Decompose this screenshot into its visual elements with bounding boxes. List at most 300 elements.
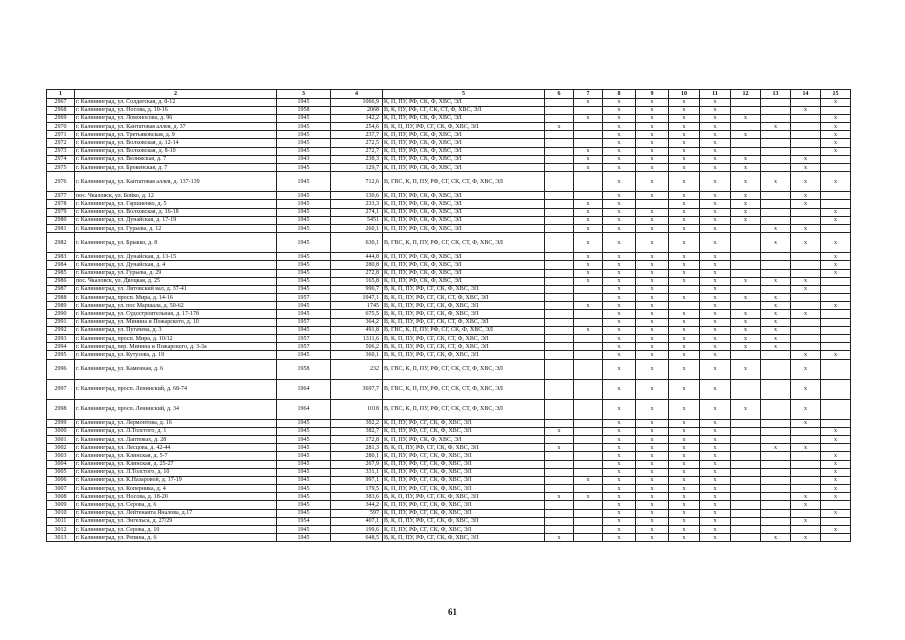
row-number: 3005 (47, 468, 75, 476)
mark-cell: х (669, 534, 700, 542)
mark-cell: х (636, 253, 669, 261)
mark-cell: х (821, 123, 851, 131)
year-cell: 1945 (277, 131, 331, 139)
mark-cell (821, 343, 851, 351)
mark-cell: х (791, 359, 821, 379)
mark-cell (731, 123, 761, 131)
mark-cell: х (545, 427, 574, 435)
mark-cell (761, 526, 791, 534)
table-row (47, 224, 851, 232)
mark-cell: х (603, 164, 636, 172)
systems-cell: В, ГВС, К, П, ПУ, РФ, СГ, СК, Ф, ХВС, ЭЛ (383, 326, 545, 334)
mark-cell: х (636, 192, 669, 200)
mark-cell: х (821, 351, 851, 359)
mark-cell: х (731, 294, 761, 302)
table-row (47, 164, 851, 172)
mark-cell: х (821, 427, 851, 435)
mark-cell: х (636, 460, 669, 468)
mark-cell: х (731, 200, 761, 208)
mark-cell: х (574, 277, 603, 285)
mark-cell: х (636, 172, 669, 192)
mark-cell (791, 326, 821, 334)
mark-cell: х (603, 493, 636, 501)
mark-cell: х (636, 277, 669, 285)
year-cell: 1945 (277, 224, 331, 232)
address-cell: г. Калининград, ул. Волховская, д. 12-14 (75, 139, 277, 147)
mark-cell: х (791, 164, 821, 172)
year-cell: 1945 (277, 460, 331, 468)
mark-cell: х (731, 208, 761, 216)
mark-cell: х (731, 277, 761, 285)
mark-cell: х (761, 233, 791, 253)
row-number: 2980 (47, 216, 75, 224)
mark-cell: х (636, 310, 669, 318)
column-header: 15 (821, 90, 851, 99)
table-row (47, 147, 851, 155)
mark-cell: х (545, 444, 574, 452)
mark-cell: х (821, 233, 851, 253)
mark-cell: х (731, 399, 761, 419)
mark-cell: х (603, 294, 636, 302)
address-cell: г. Калининград, ул. Волховская, д. 8-10 (75, 147, 277, 155)
mark-cell: х (791, 106, 821, 114)
mark-cell (574, 192, 603, 200)
systems-cell: К, П, ПУ, РФ, СК, Ф, ХВС, ЭЛ (383, 155, 545, 163)
mark-cell (545, 294, 574, 302)
address-cell: г. Калининград, просп. Ленинский, д. 34 (75, 399, 277, 419)
row-number: 2970 (47, 123, 75, 131)
mark-cell: х (700, 114, 731, 122)
table-row (47, 285, 851, 293)
mark-cell: х (636, 106, 669, 114)
year-cell: 1945 (277, 509, 331, 517)
mark-cell: х (761, 318, 791, 326)
table-row (47, 233, 851, 253)
mark-cell (761, 351, 791, 359)
systems-cell: В, ГВС, К, П, ПУ, РФ, СГ, СК, СТ, Ф, ХВС, ЭЛ (383, 399, 545, 419)
mark-cell (545, 106, 574, 114)
year-cell: 1957 (277, 318, 331, 326)
mark-cell: х (791, 351, 821, 359)
mark-cell: х (731, 172, 761, 192)
mark-cell (791, 216, 821, 224)
address-cell: г. Калининград, ул. Брокенская, д. 7 (75, 164, 277, 172)
address-cell: пос. Чкаловск, ул. Бойко, д. 12 (75, 192, 277, 200)
year-cell: 1945 (277, 200, 331, 208)
address-cell: г. Калининград, просп. Мира, д. 14-16 (75, 294, 277, 302)
year-cell: 1954 (277, 517, 331, 525)
systems-cell: В, К, П, ПУ, РФ, СГ, СК, СТ, Ф, ХВС, ЭЛ (383, 318, 545, 326)
mark-cell: х (669, 224, 700, 232)
mark-cell (821, 379, 851, 399)
mark-cell: х (700, 164, 731, 172)
mark-cell (821, 419, 851, 427)
year-cell: 1945 (277, 452, 331, 460)
mark-cell (761, 253, 791, 261)
mark-cell (821, 224, 851, 232)
mark-cell: х (669, 139, 700, 147)
mark-cell: х (761, 335, 791, 343)
area-cell: 302,2 (331, 419, 383, 427)
mark-cell: х (636, 452, 669, 460)
area-cell: 5451 (331, 216, 383, 224)
year-cell: 1945 (277, 419, 331, 427)
mark-cell: х (821, 468, 851, 476)
mark-cell (791, 335, 821, 343)
systems-cell: К, П, ПУ, РФ, СГ, СК, Ф, ХВС, ЭЛ (383, 501, 545, 509)
address-cell: г. Калининград, ул. К.Назаровой, д. 17-19 (75, 476, 277, 484)
mark-cell: х (731, 114, 761, 122)
mark-cell: х (603, 435, 636, 443)
row-number: 2993 (47, 335, 75, 343)
mark-cell (761, 427, 791, 435)
column-header: 2 (75, 90, 277, 99)
mark-cell (791, 294, 821, 302)
mark-cell: х (669, 147, 700, 155)
table-row (47, 269, 851, 277)
table-row (47, 98, 851, 106)
year-cell: 1945 (277, 269, 331, 277)
mark-cell: х (821, 114, 851, 122)
mark-cell (821, 517, 851, 525)
mark-cell (821, 277, 851, 285)
year-cell: 1945 (277, 351, 331, 359)
mark-cell: х (761, 343, 791, 351)
mark-cell (731, 302, 761, 310)
mark-cell: х (791, 501, 821, 509)
systems-cell: К, П, ПУ, РФ, СК, Ф, ХВС, ЭЛ (383, 277, 545, 285)
mark-cell (761, 501, 791, 509)
mark-cell (731, 435, 761, 443)
mark-cell: х (700, 98, 731, 106)
table-row (47, 468, 851, 476)
mark-cell (791, 460, 821, 468)
mark-cell: х (700, 526, 731, 534)
address-cell: г. Калининград, ул. Лесцова, д. 42-44 (75, 444, 277, 452)
mark-cell (791, 114, 821, 122)
address-cell: г. Калининград, ул. Лейтенанта Яналова, д.17 (75, 509, 277, 517)
mark-cell: х (636, 155, 669, 163)
systems-cell: К, П, ПУ, РФ, СГ, СК, Ф, ХВС, ЭЛ (383, 452, 545, 460)
column-header: 7 (574, 90, 603, 99)
mark-cell (791, 139, 821, 147)
mark-cell (821, 294, 851, 302)
mark-cell: х (603, 444, 636, 452)
mark-cell: х (636, 216, 669, 224)
mark-cell (574, 427, 603, 435)
mark-cell (761, 208, 791, 216)
systems-cell: В, К, П, ПУ, РФ, СГ, СК, Ф, ХВС, ЭЛ (383, 444, 545, 452)
mark-cell: х (603, 343, 636, 351)
mark-cell (731, 269, 761, 277)
mark-cell: х (700, 261, 731, 269)
row-number: 3004 (47, 460, 75, 468)
mark-cell (574, 444, 603, 452)
mark-cell: х (731, 216, 761, 224)
mark-cell: х (821, 147, 851, 155)
mark-cell (791, 123, 821, 131)
mark-cell: х (700, 468, 731, 476)
mark-cell: х (700, 172, 731, 192)
mark-cell: х (603, 379, 636, 399)
mark-cell (545, 131, 574, 139)
systems-cell: В, К, П, ПУ, РФ, СГ, СК, Ф, ХВС, ЭЛ (383, 517, 545, 525)
mark-cell (574, 534, 603, 542)
mark-cell: х (700, 335, 731, 343)
year-cell: 1958 (277, 106, 331, 114)
table-row (47, 509, 851, 517)
row-number: 3003 (47, 452, 75, 460)
row-number: 2983 (47, 253, 75, 261)
mark-cell (821, 335, 851, 343)
mark-cell (761, 476, 791, 484)
mark-cell: х (669, 460, 700, 468)
mark-cell (545, 147, 574, 155)
row-number: 2967 (47, 98, 75, 106)
mark-cell: х (821, 261, 851, 269)
mark-cell (545, 224, 574, 232)
mark-cell: х (603, 277, 636, 285)
area-cell: 1745 (331, 302, 383, 310)
mark-cell: х (700, 444, 731, 452)
mark-cell: х (821, 435, 851, 443)
systems-cell: К, П, ПУ, РФ, СК, Ф, ХВС, ЭЛ (383, 164, 545, 172)
mark-cell: х (669, 359, 700, 379)
mark-cell: х (636, 98, 669, 106)
address-cell: г. Калининград, ул. Велижская, д. 7 (75, 155, 277, 163)
year-cell: 1945 (277, 164, 331, 172)
mark-cell: х (603, 269, 636, 277)
mark-cell (545, 343, 574, 351)
systems-cell: К, П, ПУ, РФ, СГ, СК, Ф, ХВС, ЭЛ (383, 427, 545, 435)
mark-cell (574, 379, 603, 399)
mark-cell (545, 164, 574, 172)
column-header: 8 (603, 90, 636, 99)
table-row (47, 253, 851, 261)
mark-cell: х (700, 485, 731, 493)
systems-cell: В, К, П, ПУ, РФ, СГ, СК, Ф, ХВС, ЭЛ (383, 534, 545, 542)
address-cell: г. Калининград, ул. пос Маршала, д. 50-62 (75, 302, 277, 310)
mark-cell: х (574, 269, 603, 277)
mark-cell (731, 98, 761, 106)
mark-cell (545, 277, 574, 285)
mark-cell (545, 509, 574, 517)
mark-cell: х (669, 114, 700, 122)
mark-cell: х (791, 379, 821, 399)
mark-cell (545, 98, 574, 106)
systems-cell: К, П, ПУ, РФ, СК, Ф, ХВС, ЭЛ (383, 208, 545, 216)
area-cell: 130,6 (331, 192, 383, 200)
mark-cell (761, 485, 791, 493)
table-row (47, 261, 851, 269)
mark-cell: х (700, 517, 731, 525)
row-number: 2984 (47, 261, 75, 269)
mark-cell (791, 302, 821, 310)
area-cell: 2068 (331, 106, 383, 114)
address-cell: г. Калининград, ул. Гаршиенко, д. 5 (75, 200, 277, 208)
row-number: 2997 (47, 379, 75, 399)
mark-cell: х (636, 233, 669, 253)
row-number: 3000 (47, 427, 75, 435)
year-cell: 1945 (277, 427, 331, 435)
mark-cell: х (603, 326, 636, 334)
mark-cell: х (636, 285, 669, 293)
area-cell: 199,6 (331, 526, 383, 534)
mark-cell: х (669, 335, 700, 343)
mark-cell: х (603, 224, 636, 232)
mark-cell: х (700, 147, 731, 155)
mark-cell: х (669, 493, 700, 501)
mark-cell (761, 419, 791, 427)
address-cell: г. Калининград, ул. Кантатовая аллея, д. 37 (75, 123, 277, 131)
mark-cell (545, 114, 574, 122)
mark-cell (545, 351, 574, 359)
column-header: 13 (761, 90, 791, 99)
area-cell: 360,1 (331, 351, 383, 359)
mark-cell: х (700, 435, 731, 443)
systems-cell: В, К, ПУ, РФ, СГ, СК, СТ, Ф, ХВС, ЭЛ (383, 106, 545, 114)
table-row (47, 485, 851, 493)
mark-cell: х (636, 318, 669, 326)
mark-cell: х (700, 253, 731, 261)
mark-cell: х (574, 147, 603, 155)
address-cell: г. Калининград, ул. Серова, д. 10 (75, 526, 277, 534)
mark-cell: х (636, 139, 669, 147)
mark-cell (545, 435, 574, 443)
mark-cell: х (603, 501, 636, 509)
mark-cell (761, 131, 791, 139)
systems-cell: В, К, П, ПУ, РФ, СГ, СК, СТ, Ф, ХВС, ЭЛ (383, 294, 545, 302)
area-cell: 383,6 (331, 493, 383, 501)
mark-cell: х (700, 155, 731, 163)
mark-cell: х (669, 476, 700, 484)
mark-cell: х (700, 399, 731, 419)
systems-cell: К, П, ПУ, РФ, СК, Ф, ХВС, ЭЛ (383, 200, 545, 208)
mark-cell: х (821, 302, 851, 310)
mark-cell (545, 359, 574, 379)
area-cell: 1066,9 (331, 98, 383, 106)
mark-cell: х (669, 123, 700, 131)
mark-cell (574, 335, 603, 343)
mark-cell: х (669, 509, 700, 517)
mark-cell (761, 98, 791, 106)
area-cell: 267,9 (331, 460, 383, 468)
mark-cell: х (603, 452, 636, 460)
table-row (47, 294, 851, 302)
mark-cell: х (669, 106, 700, 114)
column-header: 10 (669, 90, 700, 99)
building-register-table (46, 89, 851, 542)
area-cell: 142,2 (331, 114, 383, 122)
mark-cell: х (731, 164, 761, 172)
area-cell: 237,7 (331, 131, 383, 139)
mark-cell (791, 427, 821, 435)
address-cell: г. Калининград, ул. Клинская, д. 5-7 (75, 452, 277, 460)
mark-cell: х (669, 485, 700, 493)
mark-cell (574, 435, 603, 443)
column-header: 11 (700, 90, 731, 99)
mark-cell: х (669, 343, 700, 351)
row-number: 2969 (47, 114, 75, 122)
mark-cell: х (700, 208, 731, 216)
mark-cell: х (636, 509, 669, 517)
mark-cell: х (821, 476, 851, 484)
mark-cell: х (700, 233, 731, 253)
table-row (47, 435, 851, 443)
row-number: 3010 (47, 509, 75, 517)
mark-cell (791, 526, 821, 534)
mark-cell (761, 452, 791, 460)
systems-cell: В, ГВС, К, П, ПУ, РФ, СГ, СК, СТ, Ф, ХВС, ЭЛ (383, 233, 545, 253)
mark-cell (791, 131, 821, 139)
mark-cell: х (761, 310, 791, 318)
year-cell: 1945 (277, 468, 331, 476)
mark-cell: х (700, 460, 731, 468)
mark-cell: х (669, 155, 700, 163)
mark-cell (545, 526, 574, 534)
mark-cell: х (636, 114, 669, 122)
address-cell: г. Калининград, ул. Третьяковская, д. 9 (75, 131, 277, 139)
mark-cell: х (821, 526, 851, 534)
mark-cell (791, 269, 821, 277)
mark-cell: х (731, 335, 761, 343)
area-cell: 280,1 (331, 452, 383, 460)
mark-cell (731, 285, 761, 293)
mark-cell (574, 318, 603, 326)
mark-cell: х (574, 164, 603, 172)
mark-cell (761, 285, 791, 293)
mark-cell: х (700, 351, 731, 359)
table-row (47, 192, 851, 200)
mark-cell (545, 485, 574, 493)
mark-cell (574, 285, 603, 293)
mark-cell (791, 468, 821, 476)
mark-cell: х (574, 326, 603, 334)
mark-cell (545, 302, 574, 310)
mark-cell: х (731, 155, 761, 163)
area-cell: 382,7 (331, 427, 383, 435)
area-cell: 233,3 (331, 200, 383, 208)
area-cell: 491,8 (331, 326, 383, 334)
mark-cell (731, 419, 761, 427)
mark-cell: х (700, 269, 731, 277)
area-cell: 712,6 (331, 172, 383, 192)
mark-cell (545, 501, 574, 509)
mark-cell: х (603, 476, 636, 484)
address-cell: г. Калининград, ул. Литовский вал, д. 37-41 (75, 285, 277, 293)
mark-cell (545, 517, 574, 525)
systems-cell: В, К, П, ПУ, РФ, СГ, СК, Ф, ХВС, ЭЛ (383, 493, 545, 501)
systems-cell: К, П, ПУ, РФ, СК, Ф, ХВС, ЭЛ (383, 131, 545, 139)
mark-cell (731, 106, 761, 114)
mark-cell (545, 419, 574, 427)
row-number: 2994 (47, 343, 75, 351)
column-header: 14 (791, 90, 821, 99)
mark-cell (731, 427, 761, 435)
mark-cell (574, 172, 603, 192)
mark-cell: х (603, 106, 636, 114)
table-row (47, 359, 851, 379)
mark-cell: х (821, 131, 851, 139)
area-cell: 254,6 (331, 123, 383, 131)
mark-cell: х (700, 285, 731, 293)
row-number: 2992 (47, 326, 75, 334)
mark-cell (731, 379, 761, 399)
mark-cell: х (669, 379, 700, 399)
mark-cell (791, 318, 821, 326)
mark-cell (821, 106, 851, 114)
mark-cell (761, 155, 791, 163)
